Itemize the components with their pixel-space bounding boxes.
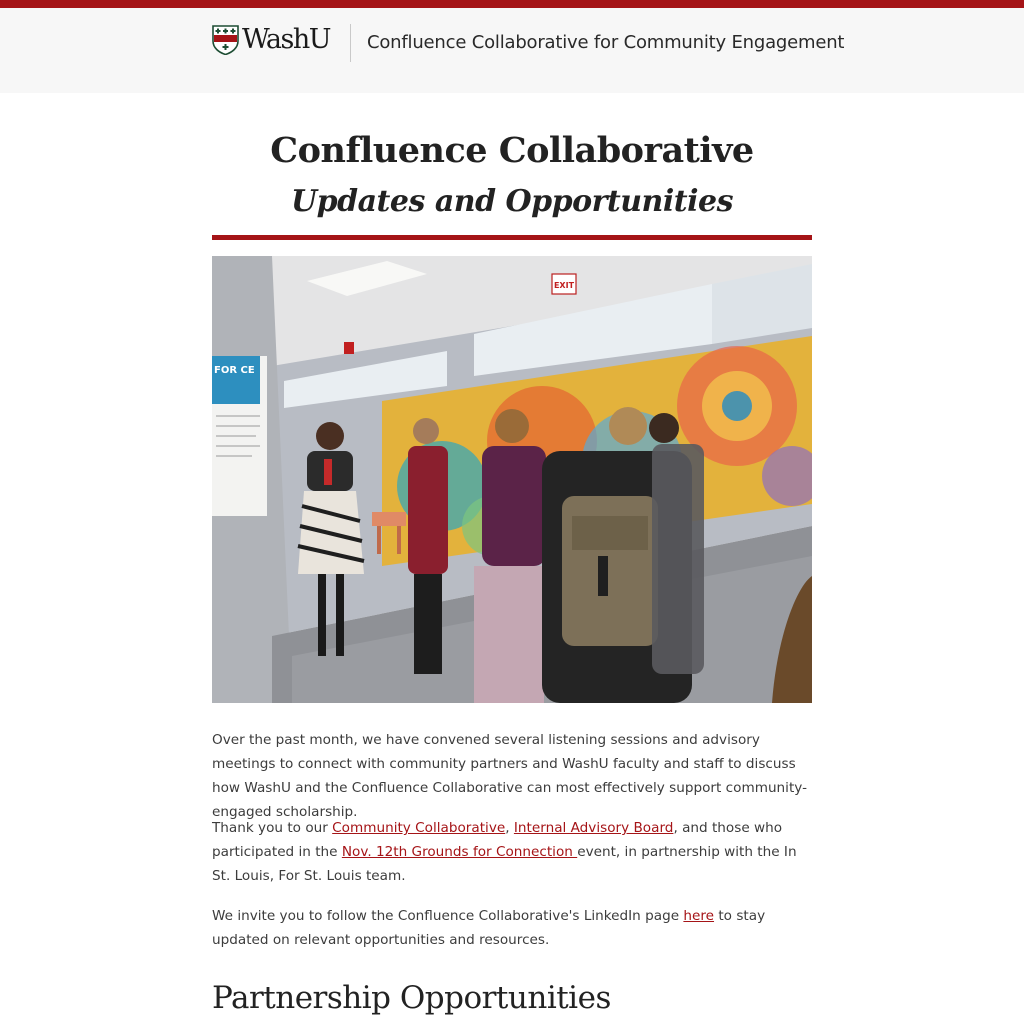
exit-sign-text: EXIT	[553, 281, 575, 290]
washu-shield-icon	[212, 25, 239, 55]
linkedin-text-2: to stay updated on relevant opportunities and resources.	[212, 908, 766, 948]
page-title: Confluence Collaborative	[270, 130, 754, 171]
grounds-for-connection-link[interactable]: Nov. 12th Grounds for Connection	[341, 844, 578, 860]
thanks-text-1: Thank you to our	[212, 820, 333, 836]
page-subtitle: Updates and Opportunities	[290, 184, 733, 219]
thanks-text-2: ,	[505, 820, 514, 836]
internal-advisory-board-link[interactable]: Internal Advisory Board	[513, 820, 674, 836]
logo-wordmark: WashU	[242, 24, 331, 55]
header-title: Confluence Collaborative for Community Engagement	[367, 32, 845, 53]
intro-paragraph: Over the past month, we have convened several listening sessions and advisory meetings to connect with community partners and WashU faculty and staff to discuss how WashU and the Confluence Collaborative can most effectively support community-engaged scholarship.	[212, 732, 807, 820]
poster-text: FOR CE	[214, 365, 255, 376]
thanks-paragraph	[212, 816, 812, 888]
linkedin-here-link[interactable]: here	[683, 908, 715, 924]
thanks-text-3: , and those who participated in the	[212, 820, 783, 860]
title-divider	[212, 235, 812, 240]
event-photo	[212, 256, 812, 703]
partnership-opportunities-heading: Partnership Opportunities	[212, 980, 611, 1016]
header-divider	[350, 24, 351, 62]
linkedin-text-1: We invite you to follow the Confluence Collaborative's LinkedIn page	[212, 908, 684, 924]
linkedin-paragraph	[212, 904, 812, 952]
thanks-text-4: event, in partnership with the In St. Louis, For St. Louis team.	[212, 844, 797, 884]
top-brand-bar	[0, 0, 1024, 8]
washu-logo[interactable]	[212, 24, 330, 56]
community-collaborative-link[interactable]: Community Collaborative	[332, 820, 506, 836]
